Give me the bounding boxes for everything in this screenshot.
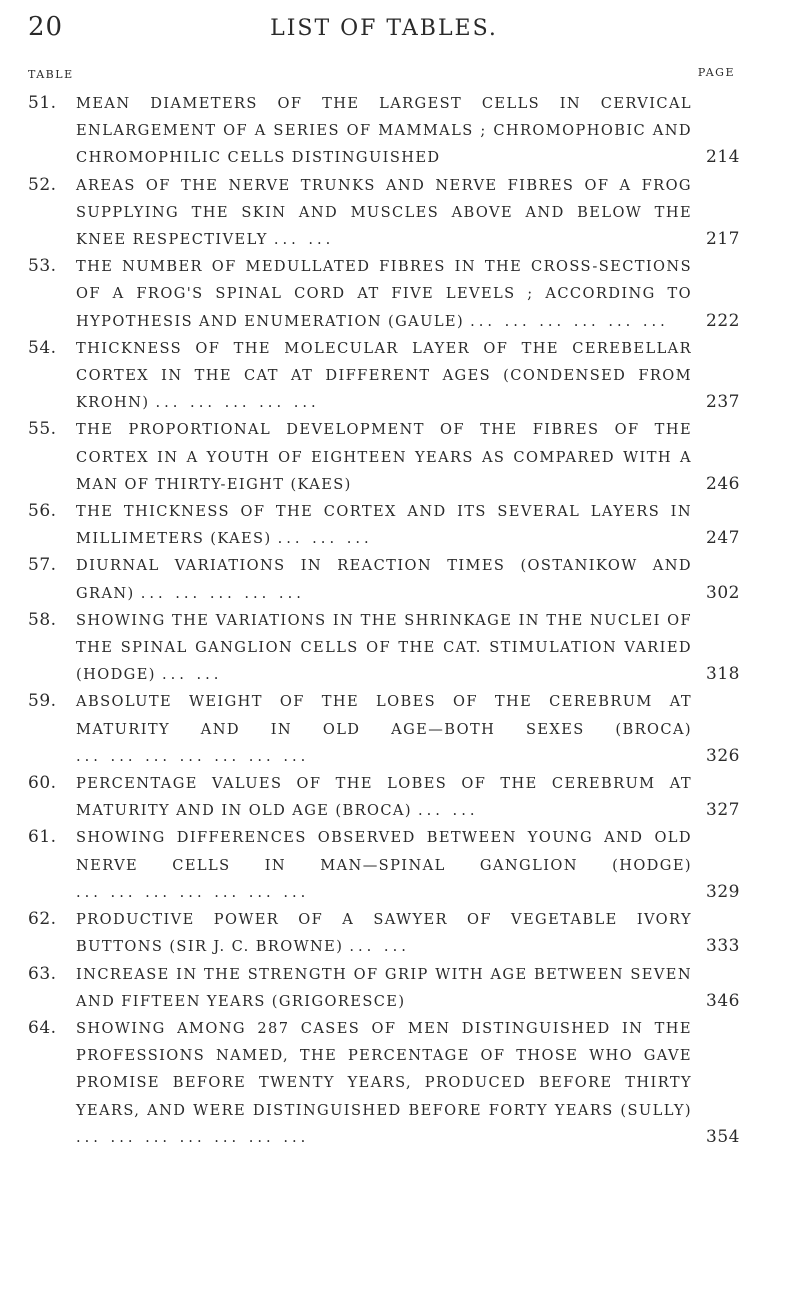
table-title	[76, 906, 692, 960]
page-reference: 329	[706, 881, 740, 902]
leader-dots: ... ... ...	[277, 530, 373, 548]
column-headings	[28, 68, 735, 86]
table-number: 53.	[28, 256, 57, 277]
table-title	[76, 607, 692, 689]
page-reference: 247	[706, 528, 740, 549]
leader-dots: ... ...	[273, 231, 335, 249]
page-number: 20	[28, 12, 64, 42]
table-title	[76, 1015, 692, 1151]
table-entry	[28, 770, 740, 824]
table-number: 52.	[28, 174, 57, 195]
leader-dots: ... ... ... ... ... ... ...	[76, 1128, 310, 1146]
page-reference: 302	[706, 582, 740, 603]
table-title	[76, 552, 692, 606]
table-title-text: PERCENTAGE VALUES OF THE LOBES OF THE CEREBRUM AT MATURITY AND IN OLD AGE (BROCA)	[76, 775, 692, 820]
leader-dots: ... ...	[161, 666, 223, 684]
table-title	[76, 498, 692, 552]
table-number: 64.	[28, 1017, 57, 1038]
table-title-text: MEAN DIAMETERS OF THE LARGEST CELLS IN CERVICAL ENLARGEMENT OF A SERIES OF MAMMALS ; CHROMOPHOBIC AND CHROMOPHILIC CELLS DISTINGUISHED	[76, 95, 692, 167]
table-list	[28, 90, 740, 1151]
table-title-text: PRODUCTIVE POWER OF A SAWYER OF VEGETABLE IVORY BUTTONS (SIR J. C. BROWNE)	[76, 911, 692, 956]
leader-dots: ... ... ... ... ...	[140, 584, 305, 602]
table-title	[76, 335, 692, 417]
table-title	[76, 961, 692, 1015]
leader-dots: ... ... ... ... ... ...	[470, 312, 669, 330]
table-title-text: THICKNESS OF THE MOLECULAR LAYER OF THE CEREBELLAR CORTEX IN THE CAT AT DIFFERENT AGES (CONDENSED FROM KROHN)	[76, 339, 692, 412]
table-title-text: DIURNAL VARIATIONS IN REACTION TIMES (OSTANIKOW AND GRAN)	[76, 557, 692, 602]
table-title-text: AREAS OF THE NERVE TRUNKS AND NERVE FIBRES OF A FROG SUPPLYING THE SKIN AND MUSCLES ABOVE AND BELOW THE KNEE RESPECTIVELY	[76, 176, 692, 249]
page-reference: 346	[706, 990, 740, 1011]
leader-dots: ... ...	[349, 938, 410, 956]
table-title	[76, 688, 692, 770]
table-title	[76, 90, 692, 172]
table-entry	[28, 498, 740, 552]
page-reference: 246	[706, 473, 740, 494]
table-title	[76, 824, 692, 906]
page-reference: 327	[706, 800, 740, 821]
page-reference: 222	[706, 310, 740, 331]
table-number: 54.	[28, 337, 57, 358]
table-number: 57.	[28, 555, 57, 576]
table-entry	[28, 607, 740, 689]
leader-dots: ... ... ... ... ... ... ...	[76, 747, 310, 765]
table-title-text: THE THICKNESS OF THE CORTEX AND ITS SEVERAL LAYERS IN MILLIMETERS (KAES)	[76, 503, 692, 548]
page-reference: 214	[706, 147, 740, 168]
table-entry	[28, 90, 740, 172]
table-title-text: ABSOLUTE WEIGHT OF THE LOBES OF THE CEREBRUM AT MATURITY AND IN OLD AGE—BOTH SEXES (BROCA)	[76, 693, 692, 738]
page-reference: 354	[706, 1126, 740, 1147]
table-entry	[28, 552, 740, 606]
table-title-text: SHOWING THE VARIATIONS IN THE SHRINKAGE IN THE NUCLEI OF THE SPINAL GANGLION CELLS OF THE CAT. STIMULATION VARIED (HODGE)	[76, 611, 692, 684]
table-number: 55.	[28, 419, 57, 440]
table-title-text: THE NUMBER OF MEDULLATED FIBRES IN THE CROSS-SECTIONS OF A FROG'S SPINAL CORD AT FIVE LEVELS ; ACCORDING TO HYPOTHESIS AND ENUMERATION (GAULE)	[76, 258, 692, 330]
leader-dots: ... ...	[418, 802, 479, 820]
column-heading-table: TABLE	[28, 68, 74, 81]
table-number: 56.	[28, 501, 57, 522]
table-title-text: THE PROPORTIONAL DEVELOPMENT OF THE FIBRES OF THE CORTEX IN A YOUTH OF EIGHTEEN YEARS AS COMPARED WITH A MAN OF THIRTY-EIGHT (KAES)	[76, 421, 692, 493]
table-entry	[28, 824, 740, 906]
leader-dots: ... ... ... ... ...	[155, 394, 320, 412]
table-title	[76, 172, 692, 254]
table-number: 51.	[28, 93, 57, 113]
table-entry	[28, 688, 740, 770]
table-entry	[28, 416, 740, 498]
table-entry	[28, 335, 740, 417]
table-number: 61.	[28, 827, 57, 848]
table-entry	[28, 961, 740, 1015]
table-entry	[28, 253, 740, 335]
table-number: 63.	[28, 963, 57, 984]
table-title-text: SHOWING AMONG 287 CASES OF MEN DISTINGUISHED IN THE PROFESSIONS NAMED, THE PERCENTAGE OF THOSE WHO GAVE PROMISE BEFORE TWENTY YEARS, PRODUCED BEFORE THIRTY YEARS, AND WERE DISTINGUISHED BEFORE FORTY YEARS (SULLY)	[76, 1019, 692, 1119]
table-number: 62.	[28, 909, 57, 930]
running-head	[28, 12, 740, 52]
table-title-text: SHOWING DIFFERENCES OBSERVED BETWEEN YOUNG AND OLD NERVE CELLS IN MAN—SPINAL GANGLION (HODGE)	[76, 829, 692, 874]
table-title	[76, 416, 692, 498]
column-heading-page: PAGE	[697, 66, 735, 79]
table-title	[76, 770, 692, 824]
page-reference: 326	[706, 745, 740, 766]
page-reference: 237	[706, 392, 740, 413]
page-reference: 333	[706, 936, 740, 957]
leader-dots: ... ... ... ... ... ... ...	[76, 883, 310, 901]
table-number: 58.	[28, 609, 57, 630]
page-title: LIST OF TABLES.	[270, 16, 498, 41]
table-entry	[28, 1015, 740, 1151]
table-title	[76, 253, 692, 335]
table-number: 60.	[28, 773, 57, 794]
table-entry	[28, 906, 740, 960]
table-entry	[28, 172, 740, 254]
table-number: 59.	[28, 691, 57, 712]
page-reference: 217	[706, 229, 740, 250]
table-title-text: INCREASE IN THE STRENGTH OF GRIP WITH AGE BETWEEN SEVEN AND FIFTEEN YEARS (GRIGORESCE)	[76, 965, 692, 1010]
page-reference: 318	[706, 664, 740, 685]
